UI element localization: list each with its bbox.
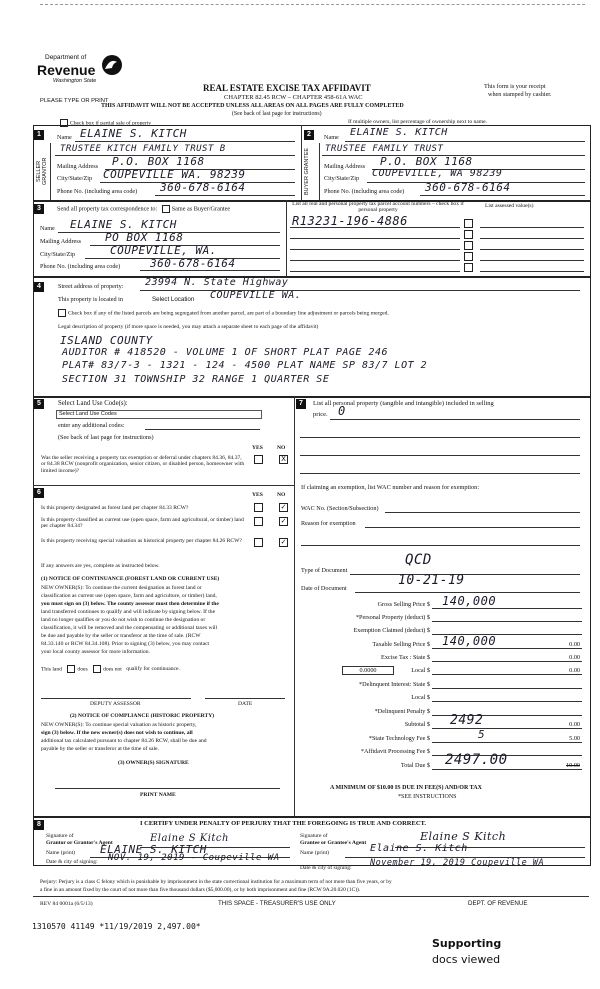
notice-2-line-4: payable by the seller or transferor at the time of sale. xyxy=(41,746,159,752)
does-label: does xyxy=(77,666,88,673)
subtotal-label: Subtotal $ xyxy=(404,721,430,728)
corr-city[interactable]: COUPEVILLE, WA. xyxy=(110,244,217,257)
s5-yes-header: YES xyxy=(252,445,263,451)
additional-codes-label: enter any additional codes: xyxy=(58,422,125,429)
notice-1-line-2: classification as current use (open space, farm and agriculture, or timber) land, xyxy=(41,593,217,599)
buyer-city-label: City/State/Zip xyxy=(324,175,360,182)
receipt-note-2: when stamped by cashier. xyxy=(488,91,552,98)
form-chapter: CHAPTER 82.45 RCW – CHAPTER 458-61A WAC xyxy=(224,94,363,101)
notice-1-line-3: you must sign on (3) below. The county assessor must then determine if the xyxy=(41,601,219,607)
exemption-yes-checkbox[interactable] xyxy=(254,455,263,464)
grantor-signature[interactable]: Elaine S Kitch xyxy=(150,833,229,844)
parcel-header: List all real and personal property tax parcel account numbers – check box if personal property xyxy=(292,201,464,214)
tech-fee-amount: 5.00 xyxy=(569,735,580,742)
exemption-claimed-label: Exemption Claimed (deduct) $ xyxy=(353,627,430,634)
section-6-number: 6 xyxy=(34,488,44,498)
notice-2-line-3: additional tax calculated pursuant to chapter 84.26 RCW, shall be due and xyxy=(41,738,207,744)
doc-type-value[interactable]: QCD xyxy=(405,552,432,568)
historic-question: Is this property receiving special valuation as historical property per chapter 84.26 RCW? xyxy=(41,538,242,544)
section-8-number: 8 xyxy=(34,820,44,830)
personal-property-label: List all personal property (tangible and intangible) included in selling xyxy=(313,400,494,407)
buyer-phone-label: Phone No. (including area code) xyxy=(324,188,405,195)
seller-name-label: Name xyxy=(57,134,72,141)
grantor-date-city[interactable]: NOV. 19, 2019 - Coupeville WA xyxy=(108,853,280,863)
street-address[interactable]: 23994 N. State Highway xyxy=(145,277,289,288)
select-location-label: Select Location xyxy=(152,296,195,303)
section-2-number: 2 xyxy=(304,130,314,140)
taxable-price-value[interactable]: 140,000 xyxy=(442,634,497,648)
local-rate-box[interactable]: 0.0000 xyxy=(342,666,394,675)
dor-logo xyxy=(37,54,127,94)
corr-city-label: City/State/Zip xyxy=(40,251,76,258)
legal-line-1[interactable]: ISLAND COUNTY xyxy=(60,334,153,347)
rev-number: REV 84 0001a (6/5/13) xyxy=(40,901,93,907)
forest-no-checkbox[interactable]: ✓ xyxy=(280,503,287,511)
delinquent-penalty-label: *Delinquent Penalty $ xyxy=(374,708,430,715)
current-use-no-checkbox[interactable]: ✓ xyxy=(280,517,287,525)
form-warning: THIS AFFIDAVIT WILL NOT BE ACCEPTED UNLESS ALL AREAS ON ALL PAGES ARE FULLY COMPLETED xyxy=(101,103,404,109)
tech-fee-label: *State Technology Fee $ xyxy=(368,735,430,742)
forest-question: Is this property designated as forest land per chapter 84.33 RCW? xyxy=(41,505,189,511)
s6-yes-header: YES xyxy=(252,492,263,498)
legal-line-2[interactable]: AUDITOR # 418520 - VOLUME 1 OF SHORT PLAT PAGE 246 xyxy=(62,347,389,358)
notice-2-title: (2) NOTICE OF COMPLIANCE (HISTORIC PROPERTY) xyxy=(70,713,215,719)
qualify-label: qualify for continuance. xyxy=(126,666,180,673)
exemption-question: Was the seller receiving a property tax exemption or deferral under chapters 84.36, 84.37, or 84.38 RCW (nonprofit organization, senior citizen, or disabled person, homeowner with limited income)? xyxy=(41,455,245,474)
see-instructions-note: *SEE INSTRUCTIONS xyxy=(398,794,457,800)
logo-revenue: Revenue xyxy=(37,62,96,78)
seller-city[interactable]: COUPEVILLE WA. 98239 xyxy=(103,168,246,181)
section-7-number: 7 xyxy=(296,399,306,409)
seller-side-label: SELLER GRANTOR xyxy=(36,157,48,185)
corr-mailing[interactable]: PO BOX 1168 xyxy=(105,231,184,244)
parcel-1-personal-checkbox[interactable] xyxy=(464,219,473,228)
forest-yes-checkbox[interactable] xyxy=(254,503,263,512)
historic-yes-checkbox[interactable] xyxy=(254,538,263,547)
form-title: REAL ESTATE EXCISE TAX AFFIDAVIT xyxy=(203,83,371,93)
buyer-mailing-label: Mailing Address xyxy=(324,163,366,170)
taxable-price-amount: 0.00 xyxy=(569,641,580,648)
this-land-label: This land xyxy=(41,666,62,673)
historic-no-checkbox[interactable]: ✓ xyxy=(280,538,287,546)
buyer-name-line-2[interactable]: TRUSTEE FAMILY TRUST xyxy=(325,144,444,154)
seller-name-line-2[interactable]: TRUSTEE KITCH FAMILY TRUST B xyxy=(60,144,226,154)
notice-1-line-1: NEW OWNER(S): To continue the current designation as forest land or xyxy=(41,585,202,591)
land-use-label: Select Land Use Code(s): xyxy=(58,400,128,407)
docs-viewed-stamp: docs viewed xyxy=(432,953,501,966)
parcel-4-personal-checkbox[interactable] xyxy=(464,252,473,261)
exemption-no-checkbox[interactable]: X xyxy=(279,455,288,464)
send-correspondence xyxy=(57,205,230,213)
does-not-checkbox[interactable] xyxy=(93,665,101,673)
personal-property-value[interactable]: 0 xyxy=(338,404,346,418)
s5-no-header: NO xyxy=(277,445,286,451)
treasurer-use: THIS SPACE - TREASURER'S USE ONLY xyxy=(218,900,336,907)
same-as-buyer-label: Same as Buyer/Grantee xyxy=(171,205,231,213)
if-yes-note: If any answers are yes, complete as instructed below. xyxy=(41,563,160,569)
please-type: PLEASE TYPE OR PRINT xyxy=(40,98,109,104)
subtotal-handwritten[interactable]: 2492 xyxy=(450,713,484,728)
deputy-date-label: DATE xyxy=(238,701,253,707)
buyer-name[interactable]: ELAINE S. KITCH xyxy=(350,127,448,138)
located-in-label: This property is located in xyxy=(58,296,123,303)
seller-phone-label: Phone No. (including area code) xyxy=(57,188,138,195)
claiming-exemption-label: If claiming an exemption, list WAC number and reason for exemption: xyxy=(301,484,480,491)
certify-statement: I CERTIFY UNDER PENALTY OF PERJURY THAT THE FOREGOING IS TRUE AND CORRECT. xyxy=(140,820,427,827)
notice-1-line-5: land no longer qualifies or you do not wish to continue the designation or xyxy=(41,617,206,623)
grantor-print-label: Name (print) xyxy=(46,850,76,856)
total-due-amount: 10.00 xyxy=(566,762,580,769)
see-back: (See back of last page for instructions) xyxy=(232,111,322,117)
grantee-date-city[interactable]: November 19, 2019 Coupeville WA xyxy=(370,858,545,868)
perjury-line-1: Perjury: Perjury is a class C felony which is punishable by imprisonment in the state correctional institution for a maximum term of not more than five years, or by xyxy=(40,879,392,885)
street-label: Street address of property: xyxy=(58,283,124,290)
notice-1-line-7: be due and payable by the seller or transferor at the time of sale. (RCW xyxy=(41,633,201,639)
gross-price-value[interactable]: 140,000 xyxy=(442,594,497,608)
current-use-yes-checkbox[interactable] xyxy=(254,517,263,526)
tech-fee-handwritten[interactable]: 5 xyxy=(478,728,486,741)
land-use-select[interactable]: Select Land Use Codes xyxy=(56,410,262,419)
grantee-sig-label-2: Grantee or Grantee's Agent xyxy=(300,840,367,846)
send-correspondence-label: Send all property tax correspondence to: xyxy=(57,205,158,213)
seller-mailing[interactable]: P.O. BOX 1168 xyxy=(112,155,205,168)
doc-date-value[interactable]: 10-21-19 xyxy=(398,573,465,588)
receipt-note-1: This form is your receipt xyxy=(484,83,546,90)
seller-mailing-label: Mailing Address xyxy=(57,163,99,170)
assessed-header: List assessed value(s) xyxy=(485,203,534,209)
wa-mountain-icon xyxy=(101,54,123,76)
local-2-label: Local $ xyxy=(411,694,430,701)
buyer-name-label: Name xyxy=(324,134,339,141)
grantor-sig-label-2: Grantor or Grantor's Agent xyxy=(46,840,113,846)
section-5-number: 5 xyxy=(34,399,44,409)
grantee-print-name[interactable]: Elaine S. Kitch xyxy=(370,843,468,854)
notice-1-line-6: classification, it will be removed and the compensating or additional taxes will xyxy=(41,625,218,631)
delinquent-interest-label: *Delinquent Interest: State $ xyxy=(359,681,430,688)
parcel-3-personal-checkbox[interactable] xyxy=(464,241,473,250)
current-use-question: Is this property classified as current use (open space, farm and agricultural, or timber) land per chapter 84.34? xyxy=(41,517,244,530)
segregated-label: Check box if any of the listed parcels are being segregated from another parcel, are part of a boundary line adjustment or parcels being merged. xyxy=(68,310,389,317)
legal-line-4[interactable]: SECTION 31 TOWNSHIP 32 RANGE 1 QUARTER SE xyxy=(62,374,330,385)
wac-label: WAC No. (Section/Subsection) xyxy=(301,505,379,512)
corr-phone[interactable]: 360-678-6164 xyxy=(150,257,236,270)
seller-city-label: City/State/Zip xyxy=(57,175,93,182)
buyer-side-label: BUYER GRANTEE xyxy=(304,147,310,195)
subtotal-amount: 0.00 xyxy=(569,721,580,728)
parcel-2-personal-checkbox[interactable] xyxy=(464,230,473,239)
seller-name[interactable]: ELAINE S. KITCH xyxy=(80,127,187,140)
grantor-sig-label-1: Signature of xyxy=(46,833,74,839)
excise-state-label: Excise Tax : State $ xyxy=(381,654,430,661)
segregated-checkbox[interactable] xyxy=(58,309,66,317)
personal-deduct-label: *Personal Property (deduct) $ xyxy=(355,614,430,621)
s6-no-header: NO xyxy=(277,492,286,498)
gross-price-label: Gross Selling Price $ xyxy=(377,601,430,608)
legal-desc-label: Legal description of property (if more space is needed, you may attach a separate sheet to each page of the affidavit) xyxy=(58,324,319,330)
buyer-mailing[interactable]: P.O. BOX 1168 xyxy=(380,155,473,168)
corr-phone-label: Phone No. (including area code) xyxy=(40,263,121,270)
multiple-owners-note: If multiple owners, list percentage of ownership next to name. xyxy=(348,119,488,125)
doc-type-label: Type of Document xyxy=(301,567,348,574)
local-amount: 0.00 xyxy=(569,667,580,674)
total-due-handwritten[interactable]: 2497.00 xyxy=(445,752,508,768)
logo-dept-of: Department of xyxy=(45,54,87,61)
corr-name-label: Name xyxy=(40,225,55,232)
grantee-signature[interactable]: Elaine S Kitch xyxy=(420,830,507,843)
cashier-stamp: 1310570 41149 *11/19/2019 2,497.00* xyxy=(32,922,201,931)
notice-1-title: (1) NOTICE OF CONTINUANCE (FOREST LAND OR CURRENT USE) xyxy=(41,576,220,582)
grantee-date-label: Date & city of signing: xyxy=(300,865,352,871)
grantor-print-name[interactable]: ELAINE S. KITCH xyxy=(100,843,207,856)
minimum-due-note: A MINIMUM OF $10.00 IS DUE IN FEE(S) AND/OR TAX xyxy=(330,785,482,791)
does-not-label: does not xyxy=(103,666,122,673)
does-checkbox[interactable] xyxy=(67,665,75,673)
notice-2-line-1: NEW OWNER(S): To continue special valuation as historic property, xyxy=(41,722,197,728)
buyer-phone[interactable]: 360-678-6164 xyxy=(425,181,511,194)
property-location[interactable]: COUPEVILLE WA. xyxy=(210,290,302,301)
segregated-row[interactable] xyxy=(58,309,389,317)
supporting-stamp: Supporting xyxy=(432,937,502,950)
grantee-print-label: Name (print) xyxy=(300,850,330,856)
section-1-number: 1 xyxy=(34,130,44,140)
section-3-number: 3 xyxy=(34,204,44,214)
perjury-line-2: a fine in an amount fixed by the court of not more than five thousand dollars ($5,000.00), or by both imprisonment and fine (RCW 9A.20.020 (1C)). xyxy=(40,887,361,893)
excise-state-amount: 0.00 xyxy=(569,654,580,661)
notice-1-line-4: land transferred continues to qualify and will indicate by signing below. If the xyxy=(41,609,216,615)
dept-revenue-label: DEPT. OF REVENUE xyxy=(468,900,528,907)
section-4-number: 4 xyxy=(34,282,44,292)
reason-label: Reason for exemption xyxy=(301,520,356,527)
notice-1-line-9: your local county assessor for more information. xyxy=(41,649,150,655)
land-use-see-back: (See back of last page for instructions) xyxy=(58,434,154,441)
deputy-assessor-label: DEPUTY ASSESSOR xyxy=(90,701,141,707)
buyer-city[interactable]: COUPEVILLE, WA 98239 xyxy=(372,168,503,179)
legal-line-3[interactable]: PLAT# 83/7-3 - 1321 - 124 - 4500 PLAT NAME SP 83/7 LOT 2 xyxy=(62,360,428,371)
price-label: price. xyxy=(313,411,328,418)
parcel-5-personal-checkbox[interactable] xyxy=(464,263,473,272)
taxable-price-label: Taxable Selling Price $ xyxy=(372,641,430,648)
partial-sale-label: Check box if partial sale of property xyxy=(70,120,152,127)
parcel-number-1[interactable]: R13231-196-4886 xyxy=(292,214,408,228)
local-label: Local $ xyxy=(411,667,430,674)
corr-name[interactable]: ELAINE S. KITCH xyxy=(70,218,177,231)
affidavit-fee-label: *Affidavit Processing Fee $ xyxy=(360,748,430,755)
notice-1-line-8: 84.33.140 or RCW 84.34.108). Prior to signing (3) below, you may contact xyxy=(41,641,210,647)
print-name-label: PRINT NAME xyxy=(140,792,176,798)
owner-signature-label: (3) OWNER(S) SIGNATURE xyxy=(118,760,189,766)
grantor-date-label: Date & city of signing: xyxy=(46,859,98,865)
grantee-sig-label-1: Signature of xyxy=(300,833,328,839)
total-due-label: Total Due $ xyxy=(400,762,430,769)
same-as-buyer-checkbox[interactable] xyxy=(162,205,170,213)
logo-state: Washington State xyxy=(53,78,97,84)
seller-phone[interactable]: 360-678-6164 xyxy=(160,181,246,194)
corr-mailing-label: Mailing Address xyxy=(40,238,82,245)
continuance-row xyxy=(41,665,180,673)
notice-2-line-2: sign (3) below. If the new owner(s) does not wish to continue, all xyxy=(41,730,193,736)
doc-date-label: Date of Document xyxy=(301,585,347,592)
